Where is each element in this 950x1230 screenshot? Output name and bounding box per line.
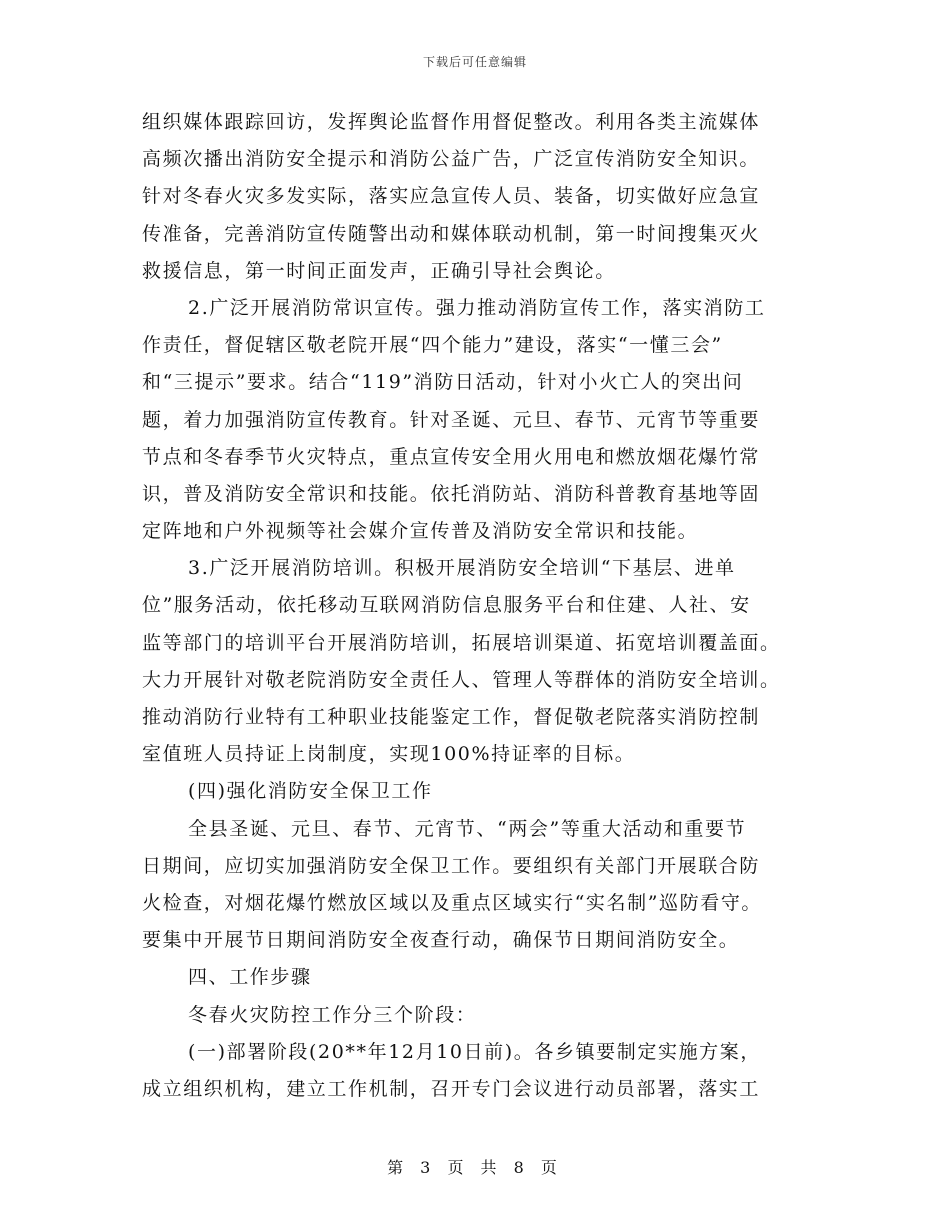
text-line: 监等部门的培训平台开展消防培训，拓展培训渠道、拓宽培训覆盖面。: [142, 631, 781, 654]
page-number: 第 3 页 共 8 页: [387, 1158, 563, 1177]
text-line: 组织媒体跟踪回访，发挥舆论监督作用督促整改。利用各类主流媒体: [142, 111, 761, 133]
text-line: 3.广泛开展消防培训。积极开展消防安全培训“下基层、进单: [188, 557, 736, 580]
text-line: 大力开展针对敬老院消防安全责任人、管理人等群体的消防安全培训。: [142, 668, 781, 691]
text-line: 和“三提示”要求。结合“119”消防日活动，针对小火亡人的突出问: [142, 371, 744, 394]
text-line: 救援信息，第一时间正面发声，正确引导社会舆论。: [142, 259, 616, 282]
text-line: (一)部署阶段(20**年12月10日前)。各乡镇要制定实施方案，: [188, 1040, 761, 1063]
text-line: 全县圣诞、元旦、春节、元宵节、“两会”等重大活动和重要节: [188, 817, 747, 840]
text-line: 火检查，对烟花爆竹燃放区域以及重点区域实行“实名制”巡防看守。: [142, 891, 763, 914]
text-line: 位”服务活动，依托移动互联网消防信息服务平台和住建、人社、安: [142, 594, 751, 617]
text-line: 要集中开展节日期间消防安全夜查行动，确保节日期间消防安全。: [142, 929, 740, 952]
header-note: 下载后可任意编辑: [422, 55, 527, 69]
section-heading: (四)强化消防安全保卫工作: [188, 780, 433, 803]
section-heading: 四、工作步骤: [188, 966, 312, 989]
text-line: 2.广泛开展消防常识宣传。强力推动消防宣传工作，落实消防工: [188, 296, 766, 319]
text-line: 定阵地和户外视频等社会媒介宣传普及消防安全常识和技能。: [142, 520, 699, 543]
text-line: 室值班人员持证上岗制度，实现100%持证率的目标。: [142, 743, 636, 766]
text-line: 针对冬春火灾多发实际，落实应急宣传人员、装备，切实做好应急宣: [142, 185, 761, 208]
document-body: [142, 104, 812, 1108]
text-line: 识，普及消防安全常识和技能。依托消防站、消防科普教育基地等固: [142, 482, 761, 505]
text-line: 题，着力加强消防宣传教育。针对圣诞、元旦、春节、元宵节等重要: [142, 408, 761, 431]
text-line: 冬春火灾防控工作分三个阶段：: [188, 1003, 477, 1026]
text-line: 高频次播出消防安全提示和消防公益广告，广泛宣传消防安全知识。: [142, 148, 761, 171]
text-line: 日期间，应切实加强消防安全保卫工作。要组织有关部门开展联合防: [142, 854, 761, 877]
text-line: 推动消防行业特有工种职业技能鉴定工作，督促敬老院落实消防控制: [142, 706, 761, 728]
text-line: 节点和冬春季节火灾特点，重点宣传安全用火用电和燃放烟花爆竹常: [142, 445, 761, 468]
text-line: 作责任，督促辖区敬老院开展“四个能力”建设，落实“一懂三会”: [142, 334, 723, 357]
text-line: 传准备，完善消防宣传随警出动和媒体联动机制，第一时间搜集灭火: [142, 222, 761, 245]
text-line: 成立组织机构，建立工作机制，召开专门会议进行动员部署，落实工: [142, 1077, 761, 1100]
